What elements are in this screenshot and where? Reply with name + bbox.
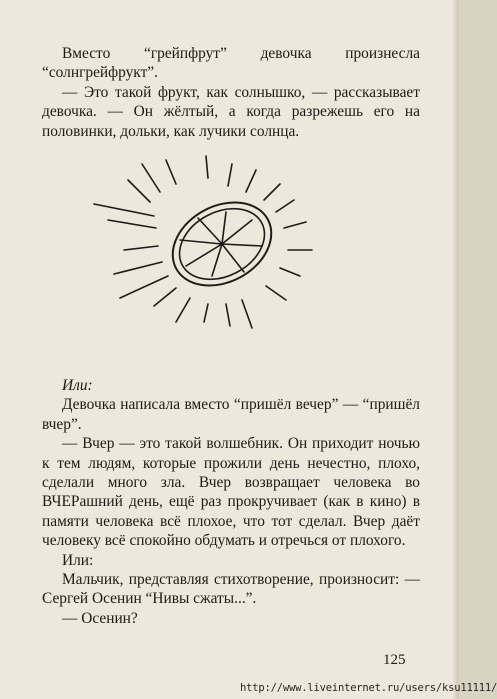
page-edge-shadow (453, 0, 459, 699)
paragraph-grapefruit: Вместо “грейпфрут” девочка произнесла “солнгрейфрукт”. (42, 45, 420, 82)
paragraph-evening: Девочка написала вместо “пришёл вечер” — “пришёл вчер”. (42, 396, 420, 433)
paragraph-vcher-wizard: — Вчер — это такой волшебник. Он приходит ночью к тем людям, которые прожили день нечестно, плохо, сделали много зла. Вчер возвращает человека во ВЧЕРашний день, ещё раз прокручивает (как в кино) в памяти человека всё плохое, что тот сделал. Вчер даёт человеку всё спокойно обдумать и отречься от плохого. (42, 435, 420, 550)
paragraph-sun-fruit: — Это такой фрукт, как солнышко, — рассказывает девочка. — Он жёлтый, а когда разрежешь его на половинки, дольки, как лучики солнца. (42, 83, 420, 140)
sliced-citrus-with-sun-rays-icon (80, 150, 360, 350)
bottom-text-block (42, 376, 420, 628)
watermark-url: http://www.liveinternet.ru/users/ksu11111/ (240, 682, 497, 694)
top-text-block (42, 44, 420, 141)
page-number: 125 (383, 652, 406, 668)
label-or-first: Или: (62, 377, 93, 394)
paragraph-poem: Мальчик, представляя стихотворение, произносит: — Сергей Осенин “Нивы сжаты...”. (42, 571, 420, 608)
label-or-second: Или: (62, 551, 94, 569)
paragraph-osenin: — Осенин? (62, 609, 138, 627)
